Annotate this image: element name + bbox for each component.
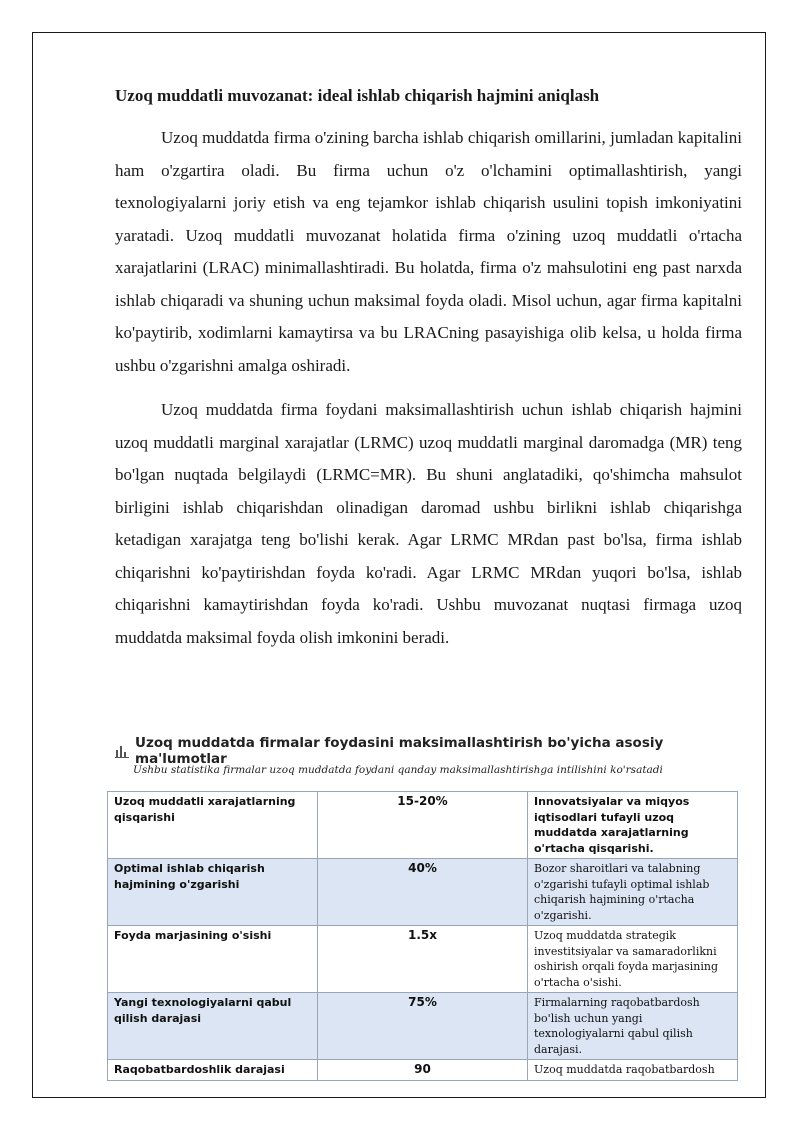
bar-chart-icon [115,744,129,758]
table-row [108,792,738,859]
row-value: 40% [318,859,528,926]
row-label: Optimal ishlab chiqarish hajmining o'zgarishi [108,859,318,926]
row-note: Innovatsiyalar va miqyos iqtisodlari tufayli uzoq muddatda xarajatlarning o'rtacha qisqarishi. [528,792,738,859]
row-label: Yangi texnologiyalarni qabul qilish darajasi [108,993,318,1060]
stats-table [107,791,738,1081]
table-row [108,926,738,993]
row-note: Firmalarning raqobatbardosh bo'lish uchun yangi texnologiyalarni qabul qilish darajasi. [528,993,738,1060]
table-row [108,859,738,926]
row-note: Bozor sharoitlari va talabning o'zgarishi tufayli optimal ishlab chiqarish hajmining o'rtacha o'zgarishi. [528,859,738,926]
row-label: Foyda marjasining o'sishi [108,926,318,993]
stats-subtitle: Ushbu statistika firmalar uzoq muddatda foydani qanday maksimallashtirishga intilishini ko'rsatadi [133,764,663,776]
row-value: 75% [318,993,528,1060]
table-row [108,993,738,1060]
row-value: 1.5x [318,926,528,993]
row-note: Uzoq muddatda strategik investitsiyalar va samaradorlikni oshirish orqali foyda marjasining o'rtacha o'sishi. [528,926,738,993]
paragraph-2: Uzoq muddatda firma foydani maksimallashtirish uchun ishlab chiqarish hajmini uzoq muddatli marginal xarajatlar (LRMC) uzoq muddatli marginal daromadga (MR) teng bo'lgan nuqtada belgilaydi (LRMC=MR). Bu shuni anglatadiki, qo'shimcha mahsulot birligini ishlab chiqarishdan olinadigan daromad ushbu birlikni ishlab chiqarishga ketadigan xarajatga teng bo'lishi kerak. Agar LRMC MRdan past bo'lsa, firma ishlab chiqarishni ko'paytirishdan foyda ko'radi. Agar LRMC MRdan yuqori bo'lsa, ishlab chiqarishni kamaytirishdan foyda ko'radi. Ushbu muvozanat nuqtasi firmaga uzoq muddatda maksimal foyda olish imkonini beradi. [115,400,742,647]
row-value: 90 [318,1060,528,1081]
paragraph-1: Uzoq muddatda firma o'zining barcha ishlab chiqarish omillarini, jumladan kapitalini ham o'zgartira oladi. Bu firma uchun o'z o'lchamini optimallashtirish, yangi texnologiyalarni joriy etish va eng tejamkor ishlab chiqarish usulini topish imkoniyatini yaratadi. Uzoq muddatli muvozanat holatida firma o'zining uzoq muddatli o'rtacha xarajatlarini (LRAC) minimallashtiradi. Bu holatda, firma o'z mahsulotini eng past narxda ishlab chiqaradi va shuning uchun maksimal foyda oladi. Misol uchun, agar firma kapitalni ko'paytirib, xodimlarni kamaytirsa va bu LRACning pasayishiga olib kelsa, u holda firma ushbu o'zgarishni amalga oshiradi. [115,128,742,375]
document-body [115,84,742,666]
table-row [108,1060,738,1081]
row-label: Uzoq muddatli xarajatlarning qisqarishi [108,792,318,859]
section-heading: Uzoq muddatli muvozanat: ideal ishlab chiqarish hajmini aniqlash [115,86,600,105]
row-note: Uzoq muddatda raqobatbardosh [528,1060,738,1081]
stats-title-text: Uzoq muddatda firmalar foydasini maksimallashtirish bo'yicha asosiy ma'lumotlar [135,735,664,767]
row-label: Raqobatbardoshlik darajasi [108,1060,318,1081]
row-value: 15-20% [318,792,528,859]
stats-title [115,735,755,767]
